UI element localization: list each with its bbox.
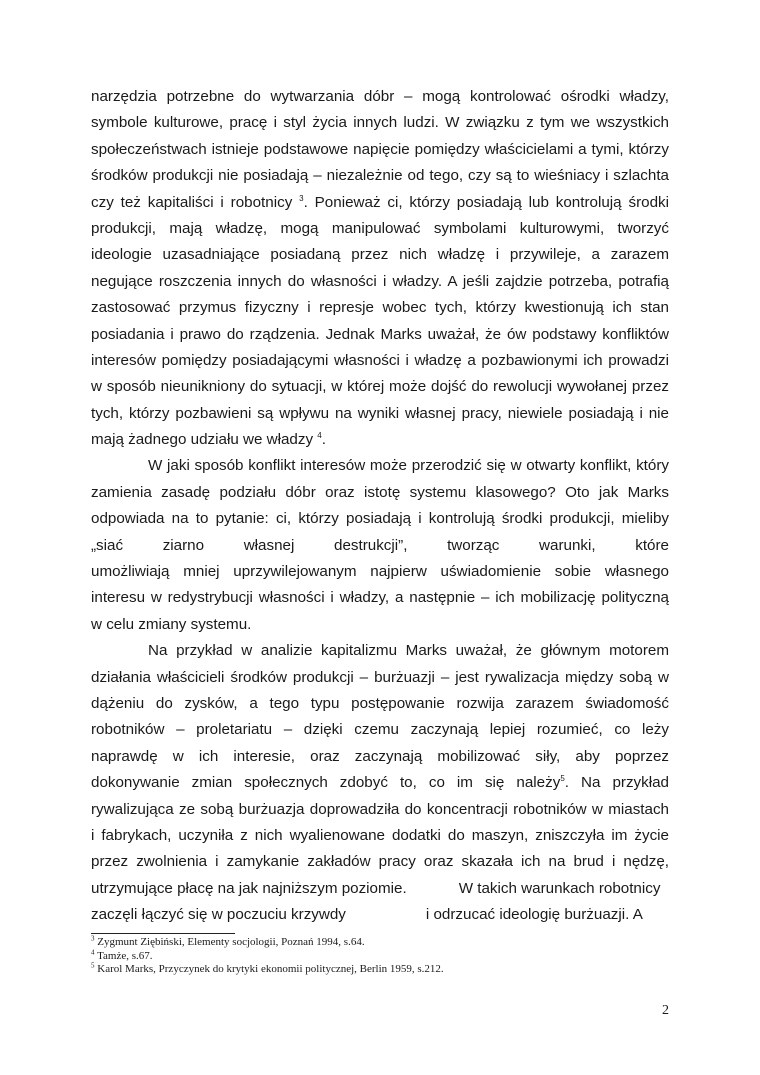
text-line: narzędzia potrzebne do wytwarzania dóbr – mogą kontrolować ośrodki władzy, bbox=[91, 88, 669, 105]
text-line: rywalizująca ze sobą burżuazja doprowadziła do koncentracji robotników w miastach bbox=[91, 800, 669, 818]
footnote-number: 5 bbox=[91, 961, 95, 970]
text-line: ideologie uzasadniające posiadaną przez nich władzę i przywileje, a zarazem bbox=[91, 246, 669, 264]
text-line: zastosować przymus fizyczny i represje wobec tych, którzy kwestionują ich stan bbox=[91, 299, 669, 317]
text-line: interesów pomiędzy posiadającymi własności i władzę a pozbawionymi ich prowadzi bbox=[91, 351, 669, 369]
page-number: 2 bbox=[662, 1003, 669, 1018]
footnote bbox=[91, 947, 669, 964]
text-line: środków produkcji nie posiadają – niezależnie od tego, czy są to wieśniacy i szlachta bbox=[91, 167, 669, 185]
text-line bbox=[91, 427, 669, 453]
text-line: w sposób nieunikniony do sytuacji, w której może dojść do rewolucji wywołanej przez bbox=[91, 378, 669, 396]
footnotes bbox=[91, 936, 669, 977]
text-line: zamienia zasadę podziału dóbr oraz istotę systemu klasowego? Oto jak Marks bbox=[91, 483, 669, 501]
footnote-number: 3 bbox=[91, 934, 95, 943]
text-line: umożliwiają mniej uprzywilejowanym najpierw uświadomienie sobie własnego bbox=[91, 563, 669, 581]
text-line: interesu w redystrybucji własności i władzy, a następnie – ich mobilizację polityczną bbox=[91, 589, 669, 607]
footnote-ref[interactable]: 4 bbox=[317, 431, 322, 441]
text-line bbox=[91, 190, 669, 216]
text-line: W jaki sposób konflikt interesów może przerodzić się w otwarty konflikt, który bbox=[148, 457, 669, 475]
text-line: produkcji, mają władzę, mogą manipulować symbolami kulturowymi, tworzyć bbox=[91, 219, 669, 237]
main-text bbox=[91, 84, 669, 929]
text-line bbox=[91, 770, 669, 796]
text-line: robotników – proletariatu – dzięki czemu zaczynają lepiej rozumieć, co leży bbox=[91, 721, 669, 739]
text-line: społeczeństwach istnieje podstawowe napięcie pomiędzy właścicielami a tymi, którzy bbox=[91, 140, 669, 158]
text-line: dążeniu do zysków, a tego typu postępowanie rozwija zarazem świadomość bbox=[91, 694, 669, 712]
text-line: naprawdę w ich interesie, oraz zaczynają mobilizować siły, aby poprzez bbox=[91, 747, 669, 765]
footnote-ref[interactable]: 5 bbox=[560, 774, 565, 784]
text-line: odpowiada na to pytanie: ci, którzy posiadają i kontrolują środki produkcji, mieliby bbox=[91, 510, 669, 528]
footnote-number: 4 bbox=[91, 947, 95, 956]
text-line bbox=[91, 902, 669, 928]
footnote-text: Tamże, s.67. bbox=[97, 949, 153, 962]
text-fragment: dokonywanie zmian społecznych zdobyć to, co im się należy bbox=[91, 774, 561, 792]
footnote bbox=[91, 963, 669, 977]
text-fragment: czy też kapitaliści i robotnicy bbox=[91, 193, 293, 211]
text-line: posiadania i prawo do rządzenia. Jednak Marks uważał, że ów podstawy konfliktów bbox=[91, 325, 669, 343]
text-fragment: W takich warunkach robotnicy bbox=[458, 879, 661, 897]
text-fragment: . Ponieważ ci, którzy posiadają lub kontrolują środki bbox=[303, 193, 669, 211]
footnote-text: Karol Marks, Przyczynek do krytyki ekonomii politycznej, Berlin 1959, s.212. bbox=[97, 963, 444, 975]
footnote-text: Zygmunt Ziębiński, Elementy socjologii, Poznań 1994, s.64. bbox=[97, 936, 365, 948]
footnote-separator bbox=[91, 933, 235, 934]
text-line: w celu zmiany systemu. bbox=[91, 615, 252, 633]
footnote bbox=[91, 936, 669, 950]
text-line: przez zwolnienia i zamykanie zakładów pracy oraz skazała ich na brud i nędzę, bbox=[91, 853, 669, 871]
text-line: tych, którzy pozbawieni są wpływu na wyniki własnej pracy, niewiele posiadają i nie bbox=[91, 404, 669, 422]
text-line: „siać ziarno własnej destrukcji”, tworząc warunki, które bbox=[91, 536, 669, 554]
text-line: Na przykład w analizie kapitalizmu Marks uważał, że głównym motorem bbox=[148, 642, 669, 660]
footnote-ref[interactable]: 3 bbox=[299, 193, 304, 203]
text-fragment: mają żadnego udziału we władzy bbox=[91, 431, 314, 449]
text-line bbox=[91, 876, 669, 902]
text-fragment: . Na przykład bbox=[564, 774, 669, 792]
text-fragment: . bbox=[321, 431, 326, 449]
text-line: symbole kulturowe, pracę i styl życia innych ludzi. W związku z tym we wszystkich bbox=[91, 114, 669, 132]
text-fragment: utrzymujące płacę na jak najniższym poziomie. bbox=[91, 879, 407, 897]
text-line: działania właścicieli środków produkcji – burżuazji – jest rywalizacja między sobą w bbox=[91, 668, 669, 686]
text-line: negujące roszczenia innych do własności i władzy. A jeśli zajdzie potrzeba, potrafią bbox=[91, 272, 669, 290]
text-fragment: zaczęli łączyć się w poczuciu krzywdy bbox=[91, 906, 346, 924]
text-fragment: i odrzucać ideologię burżuazji. A bbox=[425, 906, 643, 924]
text-line: i fabrykach, uczyniła z nich wyalienowane dodatki do maszyn, zniszczyła im życie bbox=[91, 826, 669, 844]
